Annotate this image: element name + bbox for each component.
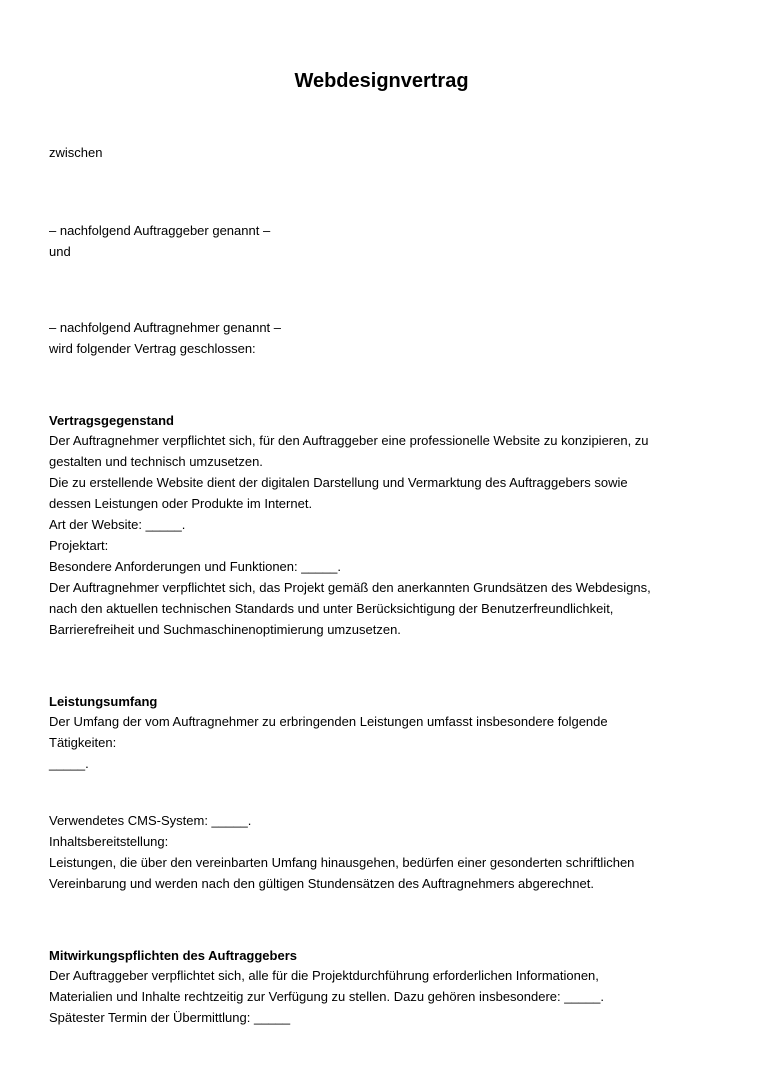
content-provision-field: Inhaltsbereitstellung:	[49, 834, 169, 849]
paragraph-line: Materialien und Inhalte rechtzeitig zur Verfügung zu stellen. Dazu gehören insbesondere: _____.	[49, 989, 605, 1004]
activities-field: _____.	[49, 756, 89, 771]
paragraph-line: nach den aktuellen technischen Standards und unter Berücksichtigung der Benutzerfreundlichkeit,	[49, 601, 614, 616]
parties-between: zwischen	[49, 145, 103, 160]
paragraph-line: Die zu erstellende Website dient der digitalen Darstellung und Vermarktung des Auftraggebers sowie	[49, 475, 628, 490]
project-type-field: Projektart:	[49, 538, 109, 553]
paragraph-line: Der Auftraggeber verpflichtet sich, alle für die Projektdurchführung erforderlichen Informationen,	[49, 968, 599, 983]
section-heading-mitwirkungspflichten: Mitwirkungspflichten des Auftraggebers	[49, 948, 297, 963]
paragraph-line: Tätigkeiten:	[49, 735, 117, 750]
contract-concluded: wird folgender Vertrag geschlossen:	[49, 341, 256, 356]
document-title: Webdesignvertrag	[294, 70, 469, 92]
paragraph-line: dessen Leistungen oder Produkte im Internet.	[49, 496, 313, 511]
section-heading-leistungsumfang: Leistungsumfang	[49, 694, 158, 709]
paragraph-line: Der Auftragnehmer verpflichtet sich, das Projekt gemäß den anerkannten Grundsätzen des Webdesigns,	[49, 580, 651, 595]
paragraph-line: Leistungen, die über den vereinbarten Umfang hinausgehen, bedürfen einer gesonderten schriftlichen	[49, 855, 635, 870]
paragraph-line: Der Umfang der vom Auftragnehmer zu erbringenden Leistungen umfasst insbesondere folgende	[49, 714, 608, 729]
paragraph-line: Vereinbarung und werden nach den gültigen Stundensätzen des Auftragnehmers abgerechnet.	[49, 876, 594, 891]
section-heading-vertragsgegenstand: Vertragsgegenstand	[49, 413, 174, 428]
client-note: – nachfolgend Auftraggeber genannt –	[49, 223, 271, 238]
website-type-field: Art der Website: _____.	[49, 517, 186, 532]
parties-and: und	[49, 244, 71, 259]
deadline-field: Spätester Termin der Übermittlung: _____	[49, 1010, 291, 1025]
requirements-field: Besondere Anforderungen und Funktionen: _____.	[49, 559, 342, 574]
cms-field: Verwendetes CMS-System: _____.	[49, 813, 252, 828]
paragraph-line: gestalten und technisch umzusetzen.	[49, 454, 263, 469]
contractor-note: – nachfolgend Auftragnehmer genannt –	[49, 320, 282, 335]
paragraph-line: Barrierefreiheit und Suchmaschinenoptimierung umzusetzen.	[49, 622, 401, 637]
paragraph-line: Der Auftragnehmer verpflichtet sich, für den Auftraggeber eine professionelle Website zu konzipieren, zu	[49, 433, 649, 448]
